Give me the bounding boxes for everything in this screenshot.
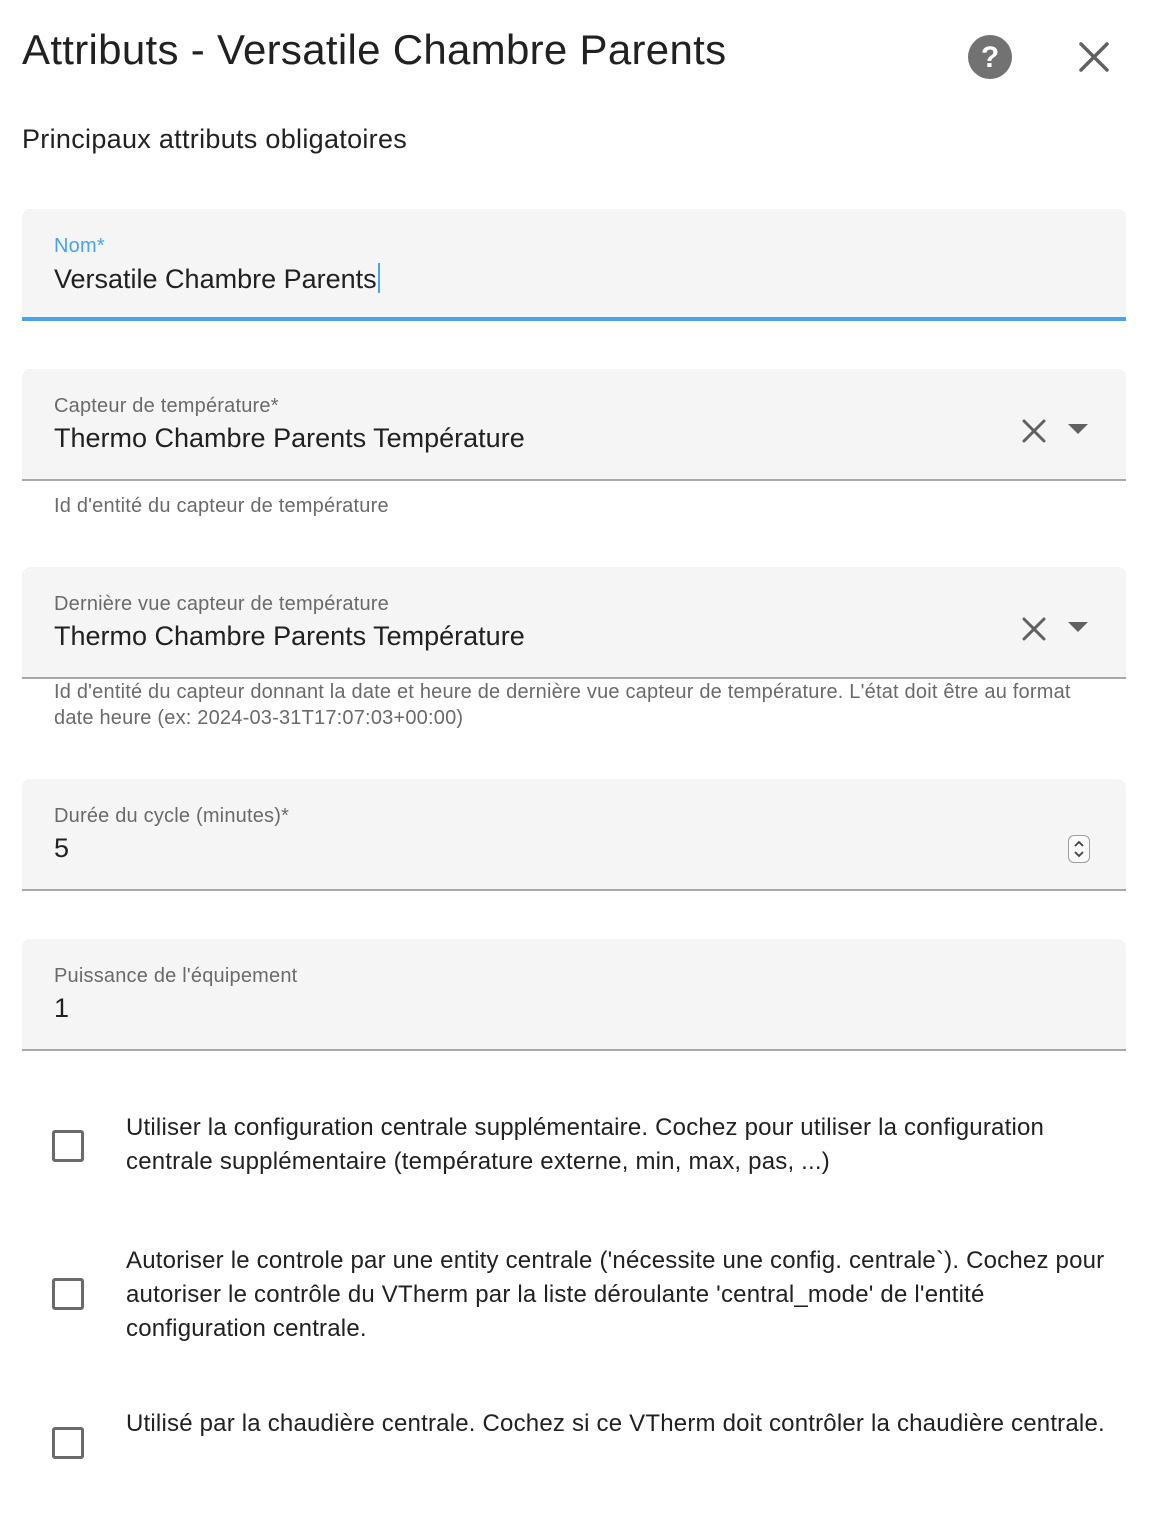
text-cursor (378, 263, 380, 293)
svg-text:?: ? (980, 41, 1000, 74)
central-config-label: Utiliser la configuration centrale supplémentaire. Cochez pour utiliser la configuration centrale supplémentaire (température externe, min, max, pas, ...) (126, 1114, 1045, 1175)
dropdown-arrow-icon[interactable] (1064, 615, 1092, 639)
help-icon[interactable] (968, 35, 1012, 79)
power-input[interactable]: 1 (54, 993, 70, 1023)
temperature-sensor-label: Capteur de température* (54, 395, 279, 417)
last-seen-sensor-label: Dernière vue capteur de température (54, 593, 389, 615)
cycle-duration-label: Durée du cycle (minutes)* (54, 805, 290, 827)
cycle-duration-field[interactable] (22, 779, 1126, 891)
clear-icon[interactable] (1016, 413, 1052, 449)
power-field[interactable] (22, 939, 1126, 1051)
close-icon[interactable] (1072, 35, 1116, 79)
checkbox-row-central-boiler[interactable] (22, 1407, 1126, 1487)
name-label: Nom* (54, 235, 105, 257)
temperature-sensor-helper: Id d'entité du capteur de température (54, 495, 389, 517)
power-label: Puissance de l'équipement (54, 965, 298, 987)
section-subtitle: Principaux attributs obligatoires (22, 124, 408, 154)
name-value: Versatile Chambre Parents (54, 264, 377, 294)
dialog-title: Attributs - Versatile Chambre Parents (22, 26, 727, 73)
central-config-checkbox[interactable] (52, 1130, 84, 1162)
last-seen-sensor-field[interactable] (22, 567, 1126, 679)
name-input[interactable] (54, 263, 380, 295)
central-mode-checkbox[interactable] (52, 1278, 84, 1310)
cycle-duration-input[interactable]: 5 (54, 833, 70, 863)
last-seen-sensor-helper: Id d'entité du capteur donnant la date et heure de dernière vue capteur de température. L'état doit être au format date heure (ex: 2024-03-31T17:07:03+00:00) (54, 681, 1071, 729)
checkbox-row-central-mode[interactable] (22, 1244, 1126, 1354)
clear-icon[interactable] (1016, 611, 1052, 647)
number-stepper[interactable] (1068, 835, 1090, 863)
central-boiler-label: Utilisé par la chaudière centrale. Cochez si ce VTherm doit contrôler la chaudière centrale. (126, 1410, 1105, 1437)
name-field[interactable] (22, 209, 1126, 321)
dropdown-arrow-icon[interactable] (1064, 417, 1092, 441)
last-seen-sensor-value[interactable]: Thermo Chambre Parents Température (54, 621, 525, 651)
central-boiler-checkbox[interactable] (52, 1427, 84, 1459)
temperature-sensor-field[interactable] (22, 369, 1126, 481)
checkbox-row-central-config[interactable] (22, 1111, 1126, 1191)
stepper-arrows-icon (1072, 838, 1086, 860)
temperature-sensor-value[interactable]: Thermo Chambre Parents Température (54, 423, 525, 453)
central-mode-label: Autoriser le controle par une entity centrale ('nécessite une config. centrale`). Cochez pour autoriser le contrôle du VTherm par la liste déroulante 'central_mode' de l'entité configuration centrale. (126, 1247, 1105, 1342)
